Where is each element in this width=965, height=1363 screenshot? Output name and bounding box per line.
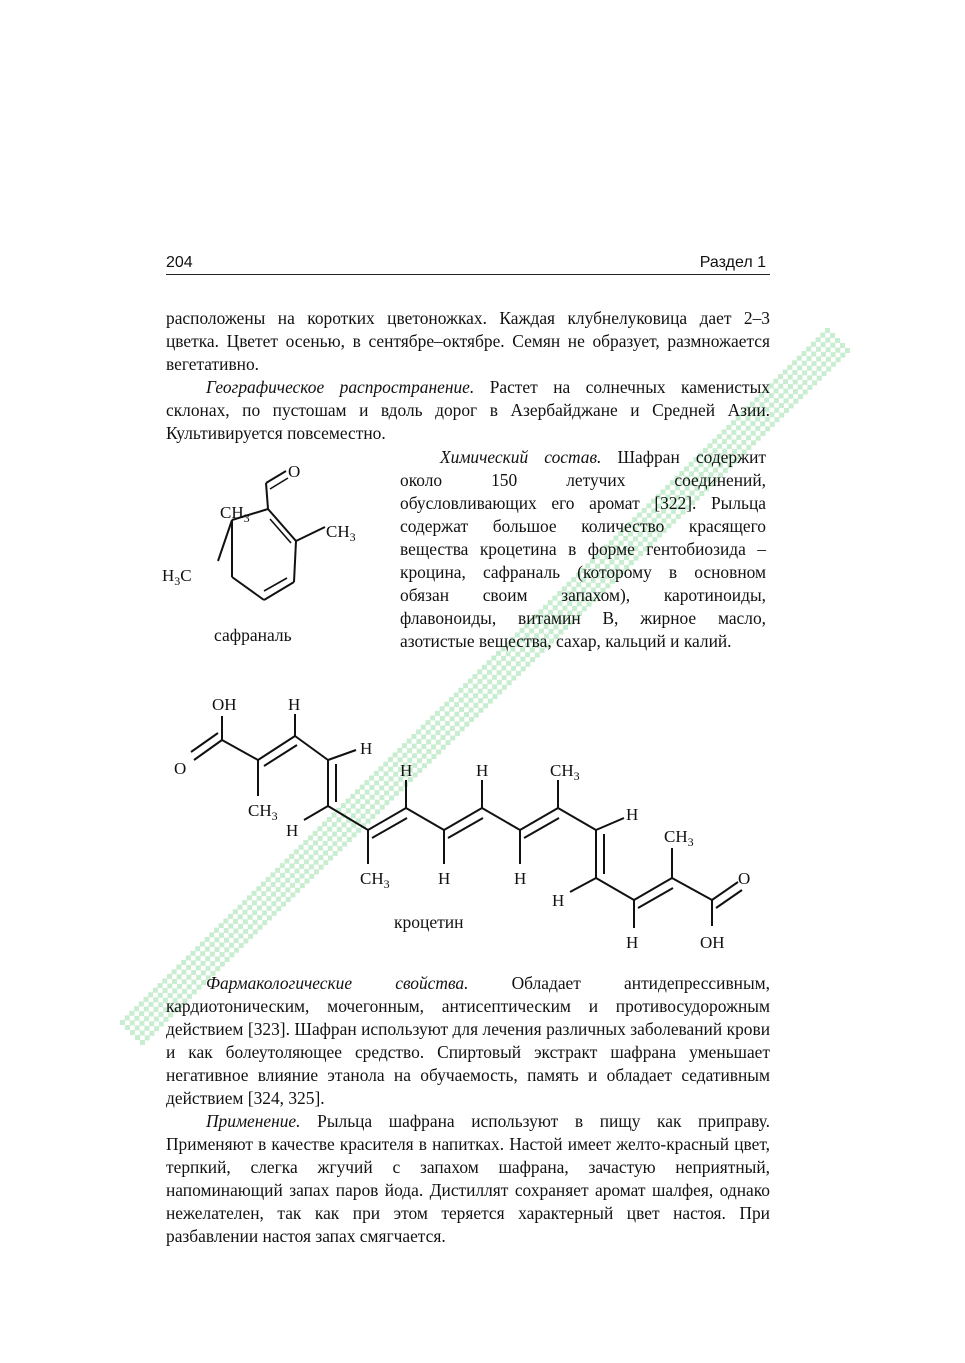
ring-bond — [264, 582, 294, 600]
page-number: 204 — [166, 254, 193, 271]
watermark-dot — [826, 347, 831, 352]
watermark-dot — [501, 666, 506, 671]
watermark-dot — [139, 1011, 144, 1016]
watermark-dot — [145, 1035, 150, 1040]
watermark-dot — [798, 394, 803, 399]
watermark-dot — [783, 370, 788, 375]
watermark-dot — [506, 661, 511, 666]
watermark-dot — [130, 1020, 135, 1025]
watermark-dot — [830, 343, 835, 348]
watermark-dot — [806, 347, 811, 352]
watermark-dot — [788, 375, 793, 380]
watermark-dot — [792, 370, 797, 375]
pharmacology-paragraph — [166, 972, 770, 1110]
watermark-dot — [774, 408, 779, 413]
hydroxyl-label-right: OH — [700, 933, 725, 952]
watermark-dot — [511, 656, 516, 661]
watermark-dot — [784, 408, 789, 413]
ring-bond — [232, 577, 264, 600]
chain-double-bond — [634, 878, 672, 900]
watermark-dot — [812, 361, 817, 366]
oxygen-label-right: O — [738, 869, 751, 888]
geography-paragraph — [166, 376, 770, 445]
carboxyl-double-bond — [716, 890, 742, 908]
watermark-dot — [149, 1031, 154, 1036]
watermark-dot — [789, 403, 794, 408]
watermark-dot — [778, 374, 783, 379]
watermark-dot — [792, 360, 797, 365]
crocetin-caption: кроцетин — [394, 912, 464, 932]
watermark-dot — [825, 338, 830, 343]
chain-bond — [596, 878, 634, 900]
watermark-dot — [816, 337, 821, 342]
watermark-dot — [149, 1002, 154, 1007]
watermark-dot — [478, 679, 483, 684]
watermark-dot — [802, 370, 807, 375]
ring-bond — [294, 541, 296, 582]
watermark-dot — [482, 665, 487, 670]
watermark-dot — [144, 1007, 149, 1012]
watermark-dot — [778, 384, 783, 389]
watermark-dot — [821, 342, 826, 347]
chain-bond — [672, 878, 712, 900]
chain-bond — [406, 808, 444, 830]
watermark-dot — [793, 399, 798, 404]
watermark-dot — [196, 965, 201, 970]
watermark-dot — [811, 352, 816, 357]
usage-text: Рыльца шафрана используют в пищу как приправу. Применяют в качестве красителя в напитках. Настой имеет желто-красный цвет, терпкий, слегка жгучий с запахом шафрана, зачастую неприятный, напоминающий запах паров йода. Дистиллят сохраняет аромат шалфея, однако нежелателен, так как при этом теряется характерный цвет настоя. При разбавлении настоя запах смягчается. — [166, 1111, 770, 1246]
chemistry-text: Шафран содержит около 150 летучих соединений, обусловливающих его аромат [322]. Рыльца содержат большое количество красящего вещества кроцетина в форме гентобиозида – кроцина, сафраналь (которому в основном обязан своим запахом), каротиноиды, флавоноиды, витамин B, жирное масло, азотистые вещества, сахар, кальций и калий. — [400, 447, 766, 651]
watermark-dot — [144, 1016, 149, 1021]
gem-methyl-bond — [218, 520, 232, 561]
watermark-dot — [525, 662, 530, 667]
watermark-dot — [812, 380, 817, 385]
hydroxyl-label-left: OH — [212, 695, 237, 714]
watermark-dot — [802, 351, 807, 356]
watermark-dot — [835, 348, 840, 353]
watermark-dot — [826, 357, 831, 362]
hydrogen-label: H — [626, 933, 639, 952]
watermark-dot — [784, 398, 789, 403]
watermark-dot — [140, 1040, 145, 1045]
watermark-dot — [521, 666, 526, 671]
geography-heading: Географическое распространение. — [206, 377, 475, 397]
chain-double-bond — [258, 736, 295, 760]
hydrogen-label: H — [400, 761, 413, 780]
watermark-dot — [770, 412, 775, 417]
pharmacology-text: Обладает антидепрессивным, кардиотоническим, мочегонным, антисептическим и противосудорожным действием [323]. Шафран используют для лечения различных заболеваний крови и как болеутоляющее средство. Спиртовый экстракт шафрана уменьшает негативное влияние этанола на обучаемость, память и обладает седативным действием [324, 325]. — [166, 973, 771, 1108]
chain-double-bond — [520, 808, 558, 830]
hydrogen-label: H — [438, 869, 451, 888]
watermark-dot — [154, 1007, 159, 1012]
watermark-dot — [793, 389, 798, 394]
watermark-dot — [120, 1020, 125, 1025]
hydrogen-bond — [570, 878, 596, 892]
watermark-dot — [807, 366, 812, 371]
watermark-dot — [798, 385, 803, 390]
watermark-dot — [134, 1006, 139, 1011]
ring-methyl-label: $CH_3$ — [326, 522, 356, 544]
watermark-dot — [158, 1002, 163, 1007]
chain-bond — [482, 808, 520, 830]
watermark-dot — [845, 348, 850, 353]
watermark-dot — [822, 371, 827, 376]
hydrogen-label: H — [360, 739, 373, 758]
watermark-dot — [135, 1035, 140, 1040]
watermark-dot — [797, 375, 802, 380]
chain-double-bond — [448, 818, 483, 838]
watermark-dot — [787, 365, 792, 370]
watermark-dot — [154, 1026, 159, 1031]
methyl-label: $CH_3$ — [550, 761, 580, 783]
watermark-dot — [773, 379, 778, 384]
watermark-dot — [158, 983, 163, 988]
carboxyl-double-bond — [191, 733, 218, 752]
chain-bond — [558, 808, 596, 830]
watermark-dot — [826, 367, 831, 372]
watermark-dot — [149, 1012, 154, 1017]
watermark-dot — [840, 343, 845, 348]
watermark-dot — [158, 993, 163, 998]
methyl-bond — [296, 527, 325, 541]
watermark-dot — [821, 352, 826, 357]
watermark-dot — [830, 333, 835, 338]
watermark-dot — [159, 1012, 164, 1017]
watermark-dot — [821, 362, 826, 367]
watermark-dot — [511, 676, 516, 681]
watermark-dot — [506, 671, 511, 676]
watermark-dot — [487, 670, 492, 675]
watermark-dot — [129, 1011, 134, 1016]
watermark-dot — [149, 1021, 154, 1026]
watermark-dot — [803, 390, 808, 395]
chain-bond — [222, 740, 258, 760]
watermark-dot — [139, 1021, 144, 1026]
watermark-dot — [817, 376, 822, 381]
geography-text: Растет на солнечных каменистых склонах, по пустошам и вдоль дорог в Азербайджане и Средней Азии. Культивируется повсеместно. — [166, 377, 770, 443]
chain-double-bond — [524, 818, 559, 838]
chain-double-bond — [444, 808, 482, 830]
watermark-dot — [788, 394, 793, 399]
watermark-dot — [497, 670, 502, 675]
hydrogen-bond — [328, 750, 356, 760]
crocetin-structure — [160, 688, 780, 963]
watermark-dot — [492, 665, 497, 670]
watermark-dot — [774, 388, 779, 393]
watermark-dot — [130, 1030, 135, 1035]
watermark-dot — [148, 992, 153, 997]
hydrogen-label: H — [286, 821, 299, 840]
watermark-dot — [176, 965, 181, 970]
watermark-dot — [502, 675, 507, 680]
watermark-dot — [812, 371, 817, 376]
watermark-dot — [125, 1025, 130, 1030]
watermark-dot — [215, 966, 220, 971]
watermark-dot — [783, 389, 788, 394]
usage-paragraph — [166, 1110, 770, 1248]
gem-methyl-top-label: $CH_3$ — [220, 503, 250, 525]
watermark-dot — [144, 997, 149, 1002]
watermark-dot — [820, 333, 825, 338]
running-head: Раздел 1 — [699, 254, 766, 271]
watermark-dot — [153, 997, 158, 1002]
watermark-dot — [139, 1002, 144, 1007]
methyl-label: $CH_3$ — [664, 827, 694, 849]
watermark-dot — [835, 338, 840, 343]
watermark-dot — [516, 671, 521, 676]
chain-bond — [328, 806, 368, 830]
watermark-dot — [520, 657, 525, 662]
watermark-dot — [487, 660, 492, 665]
watermark-dot — [788, 384, 793, 389]
watermark-dot — [774, 398, 779, 403]
hydrogen-bond — [596, 818, 624, 830]
watermark-dot — [807, 385, 812, 390]
watermark-dot — [482, 674, 487, 679]
watermark-dot — [816, 347, 821, 352]
watermark-dot — [807, 375, 812, 380]
watermark-dot — [125, 1015, 130, 1020]
aldehyde-oxygen-label: O — [288, 462, 301, 481]
chain-bond — [295, 736, 328, 760]
watermark-dot — [516, 661, 521, 666]
methyl-label: $CH_3$ — [248, 801, 278, 823]
usage-heading: Применение. — [206, 1111, 301, 1131]
watermark-dot — [473, 674, 478, 679]
watermark-dot — [492, 675, 497, 680]
carboxyl-double-bond — [194, 740, 222, 760]
watermark-dot — [775, 417, 780, 422]
watermark-dot — [530, 657, 535, 662]
methyl-label: $CH_3$ — [360, 869, 390, 891]
hydrogen-label: H — [288, 695, 301, 714]
hydrogen-label: H — [514, 869, 527, 888]
watermark-dot — [802, 380, 807, 385]
intro-paragraph: расположены на коротких цветоножках. Каждая клубнелуковица дает 2–3 цветка. Цветет осенью, в сентябре–октябре. Семян не образует, размножается вегетативно. — [166, 308, 770, 374]
watermark-dot — [153, 988, 158, 993]
watermark-dot — [779, 403, 784, 408]
watermark-dot — [135, 1025, 140, 1030]
carboxyl-double-bond — [712, 882, 738, 900]
watermark-dot — [840, 353, 845, 358]
chain-double-bond — [372, 818, 407, 838]
chemistry-paragraph — [400, 446, 766, 653]
watermark-dot — [836, 357, 841, 362]
ring-bond — [268, 509, 296, 541]
watermark-dot — [797, 365, 802, 370]
aldehyde-bond — [266, 483, 268, 509]
pharmacology-heading: Фармакологические свойства. — [206, 973, 469, 993]
hydrogen-bond — [304, 806, 328, 820]
chemistry-heading: Химический состав. — [440, 447, 602, 467]
watermark-dot — [491, 656, 496, 661]
watermark-dot — [144, 1026, 149, 1031]
oxygen-label-left: O — [174, 759, 187, 778]
watermark-dot — [154, 1017, 159, 1022]
gem-methyl-left-label: $H_3C$ — [162, 566, 192, 588]
watermark-dot — [206, 966, 211, 971]
watermark-dot — [477, 669, 482, 674]
watermark-dot — [783, 379, 788, 384]
watermark-dot — [468, 679, 473, 684]
watermark-dot — [140, 1030, 145, 1035]
watermark-dot — [134, 1016, 139, 1021]
watermark-dot — [507, 680, 512, 685]
chain-double-bond — [368, 808, 406, 830]
page-header — [166, 254, 770, 275]
hydrogen-label: H — [626, 805, 639, 824]
watermark-dot — [793, 380, 798, 385]
chain-double-bond — [264, 745, 297, 766]
watermark-dot — [159, 1022, 164, 1027]
watermark-dot — [770, 422, 775, 427]
watermark-dot — [807, 356, 812, 361]
watermark-dot — [797, 356, 802, 361]
safranal-structure — [160, 455, 380, 635]
watermark-dot — [501, 656, 506, 661]
watermark-dot — [831, 362, 836, 367]
watermark-dot — [802, 361, 807, 366]
watermark-dot — [497, 680, 502, 685]
watermark-dot — [779, 413, 784, 418]
watermark-dot — [511, 666, 516, 671]
watermark-dot — [816, 357, 821, 362]
safranal-caption: сафраналь — [214, 625, 292, 645]
watermark-dot — [487, 679, 492, 684]
chain-double-bond — [638, 888, 673, 908]
hydrogen-label: H — [476, 761, 489, 780]
watermark-dot — [811, 342, 816, 347]
watermark-dot — [825, 328, 830, 333]
watermark-dot — [831, 352, 836, 357]
watermark-dot — [535, 653, 540, 658]
watermark-dot — [496, 661, 501, 666]
watermark-dot — [779, 393, 784, 398]
watermark-dot — [817, 366, 822, 371]
watermark-dot — [186, 965, 191, 970]
hydrogen-label: H — [552, 891, 565, 910]
